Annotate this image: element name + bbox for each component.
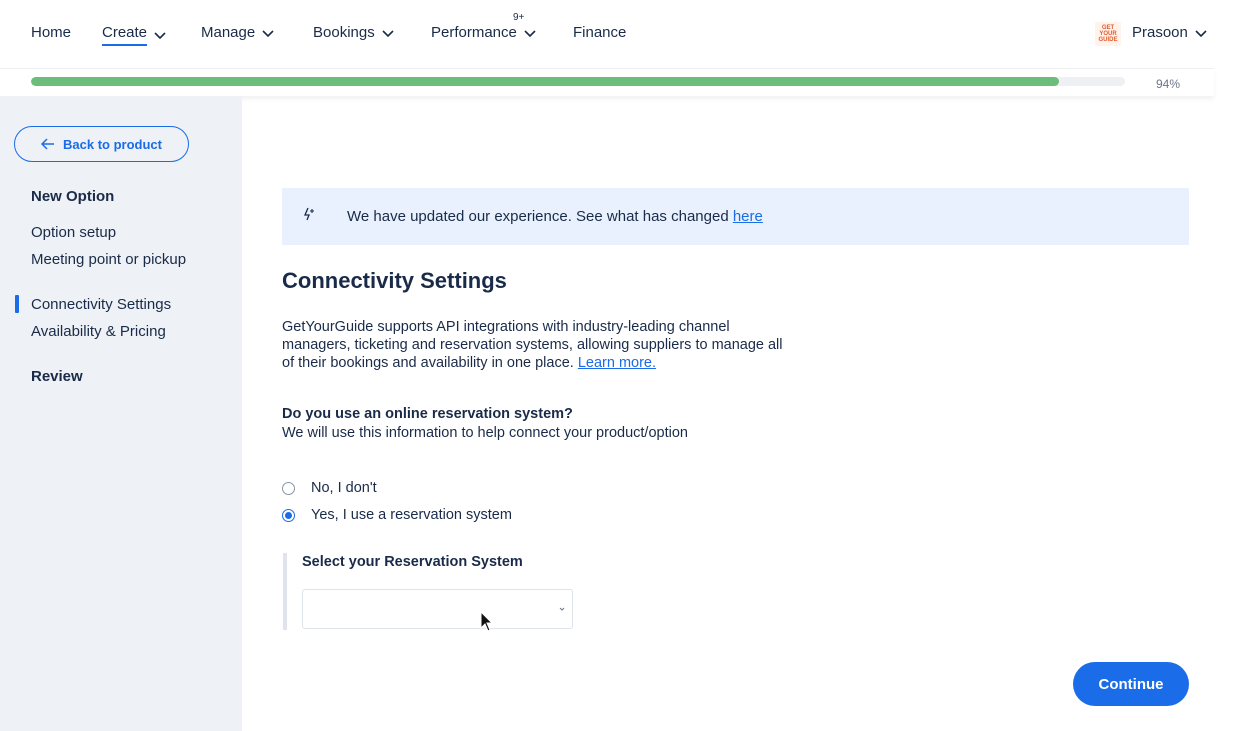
logo-line: YOUR	[1099, 31, 1117, 37]
progress-percentage: 94%	[1156, 77, 1181, 91]
performance-notification-badge: 9+	[513, 12, 525, 23]
nav-bookings-label: Bookings	[313, 24, 375, 41]
nav-finance[interactable]	[573, 24, 626, 41]
active-item-indicator	[15, 295, 19, 313]
sidebar-item-option-setup[interactable]: Option setup	[31, 224, 117, 241]
sidebar-item-review[interactable]: Review	[31, 368, 83, 385]
getyourguide-logo	[1095, 22, 1121, 46]
reservation-system-label: Select your Reservation System	[302, 554, 523, 570]
radio-option-yes[interactable]	[282, 507, 512, 523]
radio-option-yes-label: Yes, I use a reservation system	[311, 507, 512, 523]
sparkle-icon	[301, 206, 317, 222]
progress-fill	[31, 77, 1059, 86]
chevron-down-icon	[381, 26, 395, 40]
sidebar-item-connectivity-settings[interactable]: Connectivity Settings	[31, 296, 172, 313]
subsection-indicator	[283, 553, 287, 630]
sidebar	[0, 96, 242, 731]
description-text: GetYourGuide supports API integrations with industry-leading channel managers, ticketing and reservation systems, allowing suppliers to manage all of their bookings and availability in one place.	[282, 319, 783, 371]
progress-bar	[31, 77, 1125, 86]
chevron-down-icon	[1194, 26, 1208, 40]
back-to-product-button[interactable]	[14, 126, 189, 162]
logo-line: GET	[1101, 25, 1115, 31]
chevron-down-icon	[523, 26, 537, 40]
nav-finance-label: Finance	[573, 24, 627, 41]
banner-message: We have updated our experience. See what has changed	[347, 208, 733, 225]
user-menu[interactable]	[1132, 24, 1208, 41]
info-banner	[282, 188, 1189, 245]
continue-button[interactable]: Continue	[1073, 662, 1189, 706]
back-to-product-label: Back to product	[63, 136, 162, 152]
banner-text	[347, 208, 763, 225]
nav-manage[interactable]	[201, 24, 275, 41]
nav-manage-label: Manage	[201, 24, 256, 41]
radio-option-no[interactable]	[282, 480, 377, 496]
mouse-cursor-icon	[480, 611, 494, 633]
sidebar-item-availability-pricing[interactable]: Availability & Pricing	[31, 323, 166, 340]
radio-option-no-label: No, I don't	[311, 480, 377, 496]
nav-create-label: Create	[102, 24, 147, 46]
nav-performance[interactable]	[431, 24, 537, 41]
chevron-down-icon	[153, 28, 167, 42]
arrow-left-icon	[41, 138, 55, 150]
logo-line: GUIDE	[1098, 37, 1118, 43]
page-title: Connectivity Settings	[282, 268, 507, 293]
chevron-down-icon	[558, 605, 566, 613]
radio-button-unchecked[interactable]	[282, 482, 295, 495]
top-navigation	[0, 0, 1258, 68]
nav-create[interactable]	[102, 24, 167, 46]
sidebar-section-title: New Option	[31, 188, 115, 205]
progress-section	[0, 68, 1214, 96]
learn-more-link[interactable]: Learn more.	[577, 355, 657, 371]
nav-home[interactable]	[31, 24, 71, 41]
user-name: Prasoon	[1132, 24, 1188, 41]
reservation-system-select[interactable]	[302, 589, 573, 629]
sidebar-item-meeting-point[interactable]: Meeting point or pickup	[31, 251, 187, 268]
radio-button-checked[interactable]	[282, 509, 295, 522]
question-title: Do you use an online reservation system?	[282, 406, 573, 422]
chevron-down-icon	[261, 26, 275, 40]
question-subtitle: We will use this information to help connect your product/option	[282, 425, 688, 441]
nav-home-label: Home	[31, 24, 72, 41]
nav-performance-label: Performance	[431, 24, 517, 41]
page-description	[282, 318, 792, 372]
banner-here-link[interactable]: here	[732, 208, 763, 225]
nav-bookings[interactable]	[313, 24, 395, 41]
